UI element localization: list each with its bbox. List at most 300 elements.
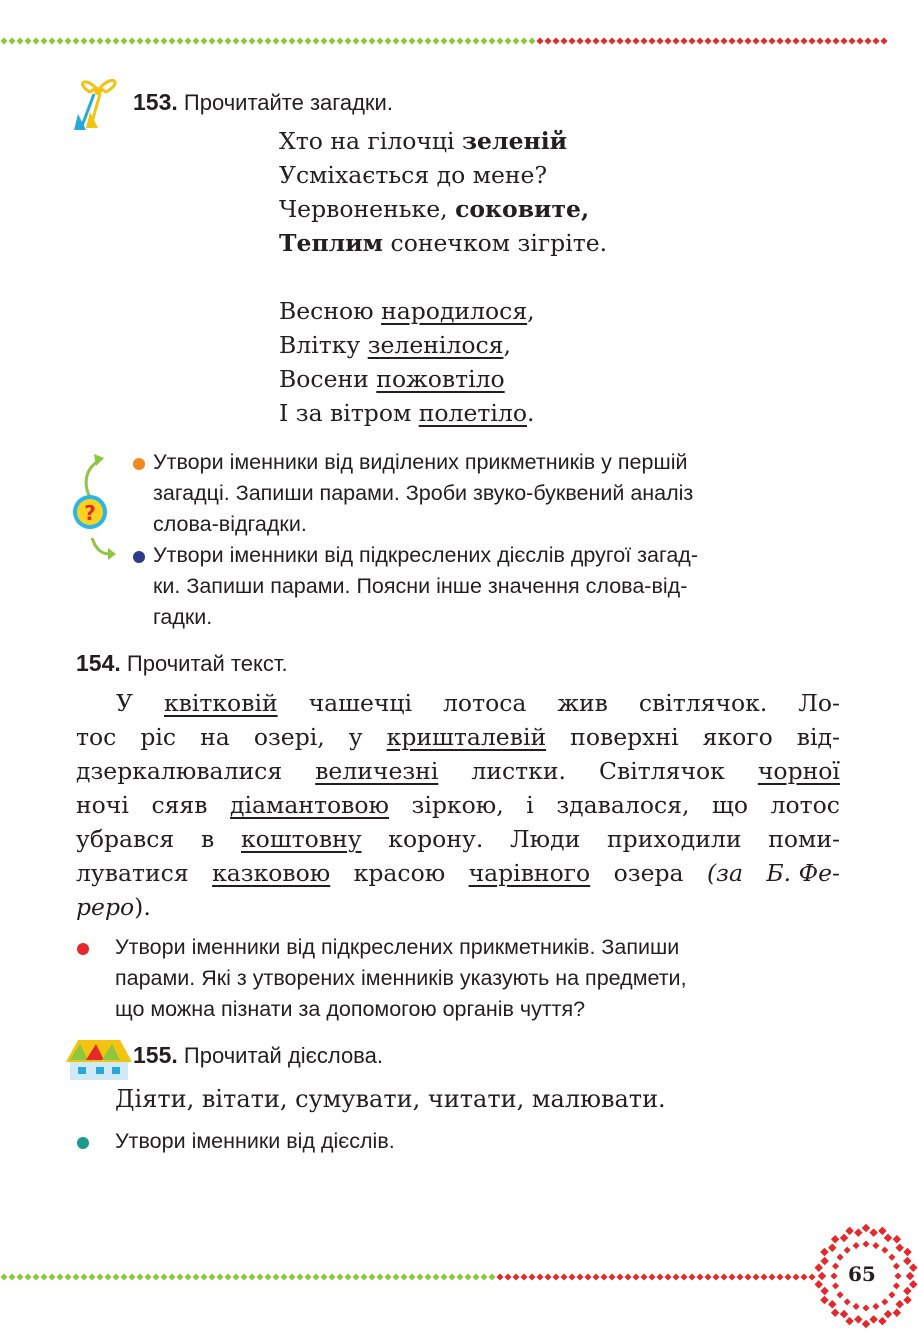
bullet-red [77,943,89,955]
underlined-word: коштовну [240,825,362,853]
border-diamond [216,37,223,44]
border-diamond [112,1273,119,1280]
border-diamond [824,37,831,44]
border-diamond [744,1273,751,1280]
border-diamond [488,37,495,44]
border-diamond [520,37,527,44]
border-diamond [688,1273,695,1280]
border-diamond [792,37,799,44]
ornament-diamond [903,1296,911,1304]
border-diamond [256,1273,263,1280]
task-line: гадки. [153,605,213,629]
border-diamond [64,37,71,44]
ornament-diamond [906,1272,914,1280]
border-diamond [704,1273,711,1280]
exercise-153-task-2 [153,540,841,633]
ornament-diamond [903,1257,911,1265]
border-diamond [72,37,79,44]
text-run: Світлячок [599,757,725,785]
ornament-diamond [845,1227,853,1235]
border-diamond [32,1273,39,1280]
task-line: загадці. Запиши парами. Зроби звуко-буквений аналіз [153,481,694,505]
ornament-diamond [853,1242,860,1249]
ornament-diamond [831,1235,839,1243]
border-diamond [704,37,711,44]
border-diamond [736,37,743,44]
exercise-number: 154. [76,650,121,676]
text-run: якого [702,723,773,751]
ornament-diamond [831,1309,839,1317]
border-diamond [192,37,199,44]
ornament-diamond [845,1317,853,1325]
ornament-diamond [820,1296,828,1304]
page-number: 65 [848,1262,876,1286]
text-run: , [503,331,511,359]
border-diamond [776,37,783,44]
border-diamond [560,37,567,44]
border-diamond [360,1273,367,1280]
bullet-orange [133,458,145,470]
border-diamond [616,37,623,44]
ornament-diamond [903,1287,911,1295]
border-diamond [336,1273,343,1280]
border-diamond [552,37,559,44]
border-diamond [328,37,335,44]
border-diamond [168,1273,175,1280]
border-diamond [16,1273,23,1280]
ornament-diamond [832,1263,839,1270]
ornament-diamond [881,1247,888,1254]
text-run: І за вітром [279,399,419,427]
text-run: У [116,689,133,717]
house-icon [66,1036,132,1082]
border-diamond [176,37,183,44]
ornament-diamond [862,1224,870,1232]
border-diamond [800,1273,807,1280]
border-diamond [632,1273,639,1280]
exercise-154-heading [76,650,288,677]
border-diamond [856,37,863,44]
exercise-title: Прочитай текст. [126,651,288,676]
text-line [76,890,840,924]
border-diamond [288,37,295,44]
ornament-diamond [830,1272,837,1279]
border-diamond [160,37,167,44]
border-diamond [760,1273,767,1280]
border-diamond [392,37,399,44]
border-diamond [224,37,231,44]
border-diamond [400,37,407,44]
border-diamond [24,37,31,44]
border-diamond [280,1273,287,1280]
border-diamond [752,1273,759,1280]
ornament-diamond [869,1228,877,1236]
poem-line [279,328,535,362]
ornament-diamond [828,1300,836,1308]
border-diamond [496,1273,503,1280]
text-run: ночі [76,791,129,819]
border-diamond [552,1273,559,1280]
ornament-diamond [894,1272,901,1279]
border-diamond [200,1273,207,1280]
ornament-diamond [814,1280,822,1288]
bottom-ornament-border [0,1270,820,1284]
ornament-diamond [884,1234,892,1242]
ornament-diamond [837,1291,844,1298]
text-run: на [200,723,230,751]
ribbon-icon [70,74,130,132]
border-diamond [352,1273,359,1280]
border-diamond [416,1273,423,1280]
text-run: ). [134,893,151,921]
border-diamond [512,1273,519,1280]
border-diamond [840,37,847,44]
text-run: Влітку [279,331,368,359]
ornament-diamond [820,1248,828,1256]
border-diamond [568,37,575,44]
underlined-word: кришталевій [386,723,547,751]
riddle-2 [279,294,535,430]
border-diamond [792,1273,799,1280]
ornament-diamond [832,1282,839,1289]
ornament-diamond [840,1310,848,1318]
border-diamond [664,1273,671,1280]
border-diamond [376,1273,383,1280]
border-diamond [232,1273,239,1280]
border-diamond [256,37,263,44]
border-diamond [16,37,23,44]
ornament-diamond [854,1228,862,1236]
border-diamond [224,1273,231,1280]
ornament-diamond [881,1298,888,1305]
border-diamond [432,1273,439,1280]
text-run: сонечком зігріте. [383,229,608,257]
ornament-diamond [840,1234,848,1242]
border-diamond [472,1273,479,1280]
underlined-word: чорної [757,757,840,785]
underlined-word: зеленілося [367,331,504,359]
border-diamond [56,1273,63,1280]
bold-word: Теплим [279,229,384,257]
text-run: лотос [770,791,840,819]
border-diamond [208,1273,215,1280]
border-diamond [472,37,479,44]
border-diamond [592,1273,599,1280]
border-diamond [312,1273,319,1280]
border-diamond [24,1273,31,1280]
ornament-diamond [854,1315,862,1323]
exercise-155-heading [133,1042,383,1069]
task-line: Утвори іменники від підкреслених дієслів другої загад- [153,543,698,567]
border-diamond [456,1273,463,1280]
text-run: жив [557,689,608,717]
border-diamond [48,1273,55,1280]
border-diamond [544,1273,551,1280]
border-diamond [0,1273,7,1280]
ornament-diamond [828,1243,836,1251]
text-run: Ло- [798,689,840,717]
ornament-diamond [909,1280,917,1288]
border-diamond [72,1273,79,1280]
border-diamond [160,1273,167,1280]
text-run: листки. [471,757,566,785]
poem-line [279,158,607,192]
border-diamond [176,1273,183,1280]
text-run: поверхні [570,723,679,751]
border-diamond [368,1273,375,1280]
border-diamond [424,37,431,44]
underlined-word: чарівного [468,859,591,887]
border-diamond [504,1273,511,1280]
border-diamond [344,37,351,44]
ornament-diamond [814,1263,822,1271]
border-diamond [248,37,255,44]
border-diamond [56,37,63,44]
border-diamond [728,37,735,44]
text-run: Хто на гілочці [279,127,463,155]
ornament-diamond [909,1263,917,1271]
border-diamond [680,1273,687,1280]
border-diamond [248,1273,255,1280]
border-diamond [0,37,7,44]
border-diamond [768,37,775,44]
border-diamond [272,1273,279,1280]
underlined-word: народилося [381,297,528,325]
border-diamond [216,1273,223,1280]
bullet-blue [133,551,145,563]
border-diamond [264,37,271,44]
border-diamond [192,1273,199,1280]
poem-line [279,396,535,430]
border-diamond [808,37,815,44]
border-diamond [656,1273,663,1280]
border-diamond [88,1273,95,1280]
ornament-diamond [888,1291,895,1298]
ornament-diamond [844,1298,851,1305]
border-diamond [568,1273,575,1280]
text-run: світлячок. [638,689,768,717]
border-diamond [464,1273,471,1280]
border-diamond [88,37,95,44]
border-diamond [520,1273,527,1280]
border-diamond [144,37,151,44]
border-diamond [720,37,727,44]
border-diamond [584,1273,591,1280]
text-run: здавалося, [556,791,690,819]
border-diamond [696,1273,703,1280]
border-diamond [624,1273,631,1280]
text-run: лотоса [443,689,527,717]
task-line: що можна пізнати за допомогою органів чуття? [115,997,586,1021]
question-icon [70,450,122,568]
text-run: сяяв [151,791,208,819]
text-run: озері, [253,723,325,751]
border-diamond [152,37,159,44]
text-run: Восени [279,365,377,393]
border-diamond [680,37,687,44]
border-diamond [848,37,855,44]
border-diamond [720,1273,727,1280]
border-diamond [536,37,543,44]
ornament-diamond [862,1320,870,1328]
border-diamond [784,37,791,44]
border-diamond [336,37,343,44]
poem-line [279,362,535,396]
border-diamond [240,37,247,44]
task-line: Утвори іменники від виділених прикметників у першій [153,450,688,474]
border-diamond [328,1273,335,1280]
border-diamond [128,37,135,44]
border-diamond [816,37,823,44]
ornament-diamond [853,1303,860,1310]
border-diamond [480,37,487,44]
border-diamond [632,37,639,44]
border-diamond [136,1273,143,1280]
border-diamond [528,1273,535,1280]
border-diamond [672,37,679,44]
ornament-diamond [878,1227,886,1235]
border-diamond [352,37,359,44]
ornament-diamond [893,1282,900,1289]
border-diamond [384,1273,391,1280]
border-diamond [592,37,599,44]
ornament-diamond [872,1303,879,1310]
border-diamond [272,37,279,44]
text-run: корону. [388,825,484,853]
underlined-word: діамантовою [230,791,389,819]
border-diamond [448,37,455,44]
border-diamond [408,37,415,44]
text-run: ріс [140,723,177,751]
border-diamond [240,1273,247,1280]
border-diamond [504,37,511,44]
border-diamond [600,37,607,44]
border-diamond [560,1273,567,1280]
text-run: в [201,825,215,853]
border-diamond [104,37,111,44]
border-diamond [184,37,191,44]
ornament-diamond [844,1247,851,1254]
exercise-title: Прочитайте загадки. [183,90,393,115]
border-diamond [128,1273,135,1280]
border-diamond [576,1273,583,1280]
border-diamond [400,1273,407,1280]
ornament-diamond [862,1240,869,1247]
border-diamond [184,1273,191,1280]
border-diamond [200,37,207,44]
border-diamond [168,37,175,44]
text-run: тос [76,723,117,751]
text-run: луватися [76,859,189,887]
ornament-diamond [893,1263,900,1270]
ornament-diamond [862,1304,869,1311]
border-diamond [736,1273,743,1280]
border-diamond [144,1273,151,1280]
border-diamond [712,1273,719,1280]
border-diamond [512,37,519,44]
border-diamond [408,1273,415,1280]
border-diamond [80,37,87,44]
exercise-154-task [115,932,845,1025]
border-diamond [296,37,303,44]
border-diamond [760,37,767,44]
border-diamond [304,37,311,44]
border-diamond [40,37,47,44]
ornament-diamond [895,1300,903,1308]
border-diamond [296,1273,303,1280]
border-diamond [800,37,807,44]
exercise-number: 153. [133,89,178,115]
verbs-line: Діяти, вітати, сумувати, читати, малювати. [115,1085,666,1113]
ornament-diamond [893,1309,901,1317]
border-diamond [368,37,375,44]
svg-text:?: ? [84,501,96,525]
border-diamond [872,37,879,44]
text-run: красою [353,859,446,887]
border-diamond [752,37,759,44]
border-diamond [152,1273,159,1280]
border-diamond [96,1273,103,1280]
border-diamond [528,37,535,44]
ornament-diamond [872,1242,879,1249]
border-diamond [648,37,655,44]
text-run: зіркою, [411,791,504,819]
text-line [76,754,840,788]
text-run: поми- [768,825,840,853]
border-diamond [312,37,319,44]
border-diamond [304,1273,311,1280]
ornament-diamond [878,1317,886,1325]
underlined-word: пожовтіло [376,365,505,393]
text-run: чашечці [308,689,413,717]
text-run: . [527,399,535,427]
border-diamond [728,1273,735,1280]
poem-line [279,294,535,328]
border-diamond [288,1273,295,1280]
border-diamond [376,37,383,44]
border-diamond [832,37,839,44]
border-diamond [320,37,327,44]
text-run: Весною [279,297,382,325]
border-diamond [456,37,463,44]
border-diamond [536,1273,543,1280]
border-diamond [424,1273,431,1280]
italic-word: (за [706,859,743,887]
bold-word: соковите, [455,195,590,223]
underlined-word: величезні [315,757,439,785]
ornament-diamond [818,1272,826,1280]
bold-word: зеленій [462,127,568,155]
exercise-number: 155. [133,1042,178,1068]
text-run: Червоненьке, [279,195,456,223]
border-diamond [448,1273,455,1280]
border-diamond [32,37,39,44]
text-run: озера [613,859,684,887]
border-diamond [608,37,615,44]
text-line [76,856,840,890]
text-run: приходили [607,825,742,853]
border-diamond [120,1273,127,1280]
ornament-diamond [893,1235,901,1243]
task-line: Утвори іменники від підкреслених прикметників. Запиши [115,935,680,959]
riddle-1 [279,124,607,260]
text-run: що [712,791,748,819]
text-line [76,788,840,822]
task-line: ки. Запиши парами. Поясни інше значення слова-від- [153,574,688,598]
border-diamond [232,37,239,44]
border-diamond [576,37,583,44]
border-diamond [600,1273,607,1280]
